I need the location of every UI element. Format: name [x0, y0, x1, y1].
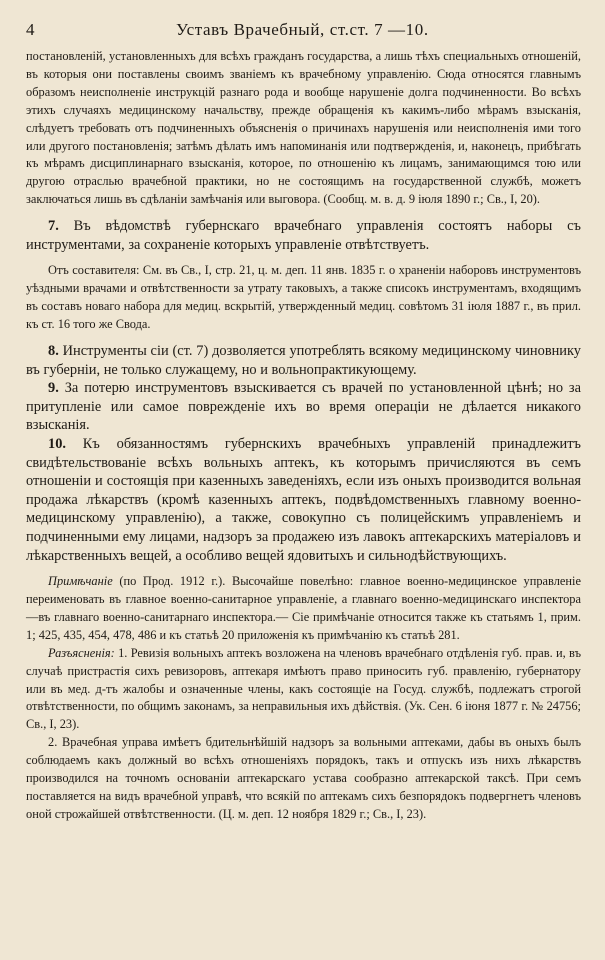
explanation-2: 2. Врачебная управа имѣетъ бдительнѣйшій надзоръ за вольными аптеками, дабы въ оныхъ былъ соблюдаемъ какъ должный во всѣхъ отношеніяхъ порядокъ, такъ и отпускъ изъ нихъ лѣкарствъ производился на точномъ основаніи аптекарскаго устава сообразно аптекарской таксѣ. При семъ поставляется на видъ врачебной управѣ, что всякій по аптекамъ сихъ безпорядокъ подвергнетъ членовъ оной строжайшей отвѣтственности. (Ц. м. деп. 12 ноября 1829 г.; Св., I, 23). [26, 735, 581, 821]
explanation-1-text: 1. Ревизія вольныхъ аптекъ возложена на членовъ врачебнаго отдѣленія губ. прав. и, въ случаѣ пристрастія сихъ ревизоровъ, аптекаря имѣютъ право приносить губ. правленію, губернатору или въ мед. д-тъ жалобы и означенные члены, какъ состоящіе на Госуд. службѣ, подлежатъ строгой отвѣтственности, по общимъ законамъ, за неправильныя ихъ дѣйствія. (Ук. Сен. 6 іюня 1877 г. № 24756; Св., I, 23). [26, 645, 581, 732]
article-9-text: За потерю инструментовъ взыскивается съ врачей по установленной цѣнѣ; но за притупленіе или самое поврежденіе ихъ во время операціи не дѣлается никакого взысканія. [26, 380, 581, 434]
article-8-text: Инструменты сіи (ст. 7) дозволяется употреблять всякому медицинскому чиновнику въ губерніи, не только служащему, но и вольнопрактикующему. [26, 342, 581, 378]
article-7-text: Въ вѣдомствѣ губернскаго врачебнаго управленія состоятъ наборы съ инструментами, за сохраненіе которыхъ управленіе отвѣтствуетъ. [26, 218, 581, 253]
explanation-1 [26, 645, 581, 735]
article-8-number: 8. [48, 342, 59, 359]
article-10-text: Къ обязанностямъ губернскихъ врачебныхъ управленій принадлежитъ свидѣтельствованіе всѣхъ вольныхъ аптекъ, къ которымъ причисляются въ семъ отношеніи и состоящія при казенныхъ заведеніяхъ, если изъ оныхъ производится вольная продажа лѣкарствъ (кромѣ казенныхъ аптекъ, подвѣдомственныхъ главному военно-медицинскому управленію), а также, совокупно съ полицейскимъ управленіемъ и подчиненными ему лицами, надзоръ за продажею изъ лавокъ аптекарскихъ матеріаловъ и лѣкарственныхъ вещей, а особливо вещей ядовитыхъ и сильнодѣйствующихъ. [26, 435, 581, 564]
explanations-label: Разъясненія: [48, 645, 115, 660]
note-label: Примѣчаніе [48, 574, 113, 589]
page-number: 4 [26, 20, 35, 39]
page-header [26, 20, 581, 48]
article-10-note [26, 573, 581, 645]
article-10-number: 10. [48, 435, 66, 452]
article-8 [26, 342, 581, 379]
running-title: Уставъ Врачебный, ст.ст. 7 —10. [176, 20, 429, 39]
article-9 [26, 379, 581, 435]
intro-paragraph: постановленій, установленныхъ для всѣхъ гражданъ государства, а лишь тѣхъ специальныхъ отношеній, въ которыя они поставлены своимъ званіемъ къ врачебному управленію. Сюда относятся главнымъ образомъ неисполненіе инструкцій разнаго рода и вообще нарушеніе долга подчиненности. Во всѣхъ этихъ случаяхъ медицинскому начальству, прежде обращенія къ какимъ-либо мѣрамъ взысканія, слѣдуетъ требовать отъ подчиненныхъ объясненія о причинахъ нарушенія или неисполненія ими того или другого постановленія; затѣмъ дѣлать имъ напоминанія или подтвержденія, и, наконецъ, прибѣгать къ мѣрамъ дисциплинарнаго взысканія, которое, по отношенію къ лицамъ, занимающимся тою или другою отраслью врачебной практики, но не состоящимъ на государственной службѣ, можетъ заключаться лишь въ сдѣланіи замѣчанія или выговора. (Сообщ. м. в. д. 9 іюля 1890 г.; Св., I, 20). [26, 49, 581, 207]
note-source: (по Прод. 1912 г.). [119, 574, 226, 589]
article-7-number: 7. [48, 218, 59, 235]
article-9-number: 9. [48, 380, 59, 397]
article-10 [26, 435, 581, 565]
article-7 [26, 217, 581, 254]
note-text: Высочайше повелѣно: главное военно-медицинское управленіе переименовать въ главное военно-санитарное управленіе, а главнаго военно-медицинскаго инспектора—въ главнаго военно-санитарнаго инспектора.— Сіе примѣчаніе относится также къ статьямъ 1, прим. 1; 425, 435, 454, 478, 486 и къ статьѣ 20 приложенія къ примѣчанію къ статьѣ 281. [26, 574, 581, 642]
article-7-compiler-note: Отъ составителя: См. въ Св., I, стр. 21, ц. м. деп. 11 янв. 1835 г. о храненіи наборовъ инструментовъ уѣздными врачами и отвѣтственности за утрату таковыхъ, а также списокъ инструментамъ, входящимъ въ составъ новаго набора для медиц. вскрытій, утвержденный медиц. совѣтомъ 31 іюля 1887 г., въ прил. къ ст. 16 того же Свода. [26, 263, 581, 332]
